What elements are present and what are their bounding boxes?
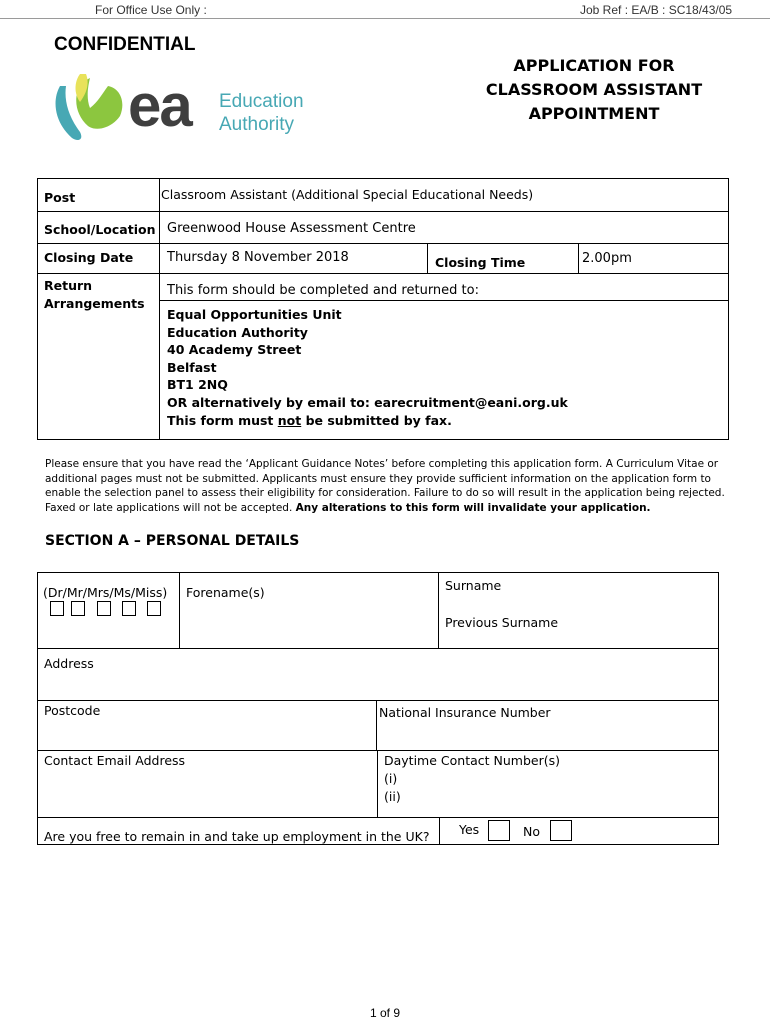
title-dr-checkbox[interactable] [50, 601, 64, 616]
closing-time-label: Closing Time [435, 255, 526, 270]
school-location-value: Greenwood House Assessment Centre [167, 221, 416, 236]
address-line: Belfast [167, 359, 217, 375]
address-line: 40 Academy Street [167, 342, 302, 358]
address-field[interactable]: Address [44, 656, 94, 671]
confidential-heading: CONFIDENTIAL [54, 34, 196, 55]
title-ms-checkbox[interactable] [122, 601, 136, 616]
title-line-2: CLASSROOM ASSISTANT [485, 80, 703, 99]
fax-warning-before: This form must [167, 412, 278, 428]
section-a-heading: SECTION A – PERSONAL DETAILS [45, 533, 300, 549]
uk-yes-checkbox[interactable] [488, 820, 510, 841]
fax-warning [167, 412, 568, 430]
return-label: Return [44, 278, 93, 293]
personal-details-table [37, 572, 719, 845]
logo-line-authority: Authority [219, 114, 294, 135]
page-number: 1 of 9 [369, 1006, 401, 1020]
office-use-bar [0, 0, 770, 19]
title-line-1: APPLICATION FOR [513, 56, 675, 75]
closing-date-value: Thursday 8 November 2018 [167, 250, 349, 265]
return-address [167, 306, 568, 429]
post-details-table [37, 178, 729, 440]
postcode-field[interactable]: Postcode [44, 703, 101, 718]
address-line: Equal Opportunities Unit [167, 307, 342, 322]
ea-logo-leaves [50, 72, 132, 144]
guidance-notes [45, 457, 725, 515]
closing-time-value: 2.00pm [582, 251, 632, 266]
yes-label: Yes [459, 822, 480, 837]
title-options-label: (Dr/Mr/Mrs/Ms/Miss) [43, 585, 168, 600]
logo-ea-mark: ea [128, 72, 191, 139]
address-line: Education Authority [167, 324, 308, 340]
forename-field[interactable]: Forename(s) [186, 585, 265, 600]
application-title [470, 54, 718, 126]
national-insurance-field[interactable]: National Insurance Number [379, 705, 551, 720]
email-line: OR alternatively by email to: earecruitment@eani.org.uk [167, 394, 568, 410]
fax-warning-not: not [277, 412, 302, 428]
job-reference: Job Ref : EA/B : SC18/43/05 [580, 3, 733, 17]
email-address-field[interactable]: Contact Email Address [44, 753, 186, 768]
title-mr-checkbox[interactable] [71, 601, 85, 616]
return-intro: This form should be completed and returned to: [167, 283, 479, 298]
closing-date-label: Closing Date [44, 250, 134, 265]
logo-wordmark [219, 90, 304, 136]
previous-surname-field[interactable]: Previous Surname [445, 615, 559, 630]
post-value: Classroom Assistant (Additional Special Educational Needs) [161, 187, 534, 202]
post-label: Post [44, 190, 76, 205]
title-miss-checkbox[interactable] [147, 601, 161, 616]
guidance-notes-text: Please ensure that you have read the ‘Applicant Guidance Notes’ before completing this application form. A Curriculum Vitae or additional pages must not be submitted. Applicants must ensure they provide sufficient information on the application form to enable the selection panel to assess their eligibility for consideration. Failure to do so will result in the application being rejected. Faxed or late applications will not be accepted. [45, 458, 725, 514]
daytime-number-2[interactable]: (ii) [384, 789, 401, 804]
no-label: No [523, 824, 540, 839]
office-use-label: For Office Use Only : [95, 3, 207, 17]
logo-line-education: Education [219, 91, 304, 112]
surname-field[interactable]: Surname [445, 578, 502, 593]
daytime-number-1[interactable]: (i) [384, 771, 398, 786]
address-line: BT1 2NQ [167, 377, 228, 393]
fax-warning-after: be submitted by fax. [301, 412, 452, 428]
title-line-3: APPOINTMENT [528, 104, 660, 123]
arrangements-label: Arrangements [44, 296, 145, 311]
uk-no-checkbox[interactable] [550, 820, 572, 841]
school-location-label: School/Location [44, 222, 156, 237]
title-mrs-checkbox[interactable] [97, 601, 111, 616]
uk-employment-question: Are you free to remain in and take up employment in the UK? [44, 829, 430, 844]
daytime-number-field[interactable]: Daytime Contact Number(s) [384, 753, 560, 768]
guidance-notes-warning: Any alterations to this form will invalidate your application. [295, 501, 651, 514]
